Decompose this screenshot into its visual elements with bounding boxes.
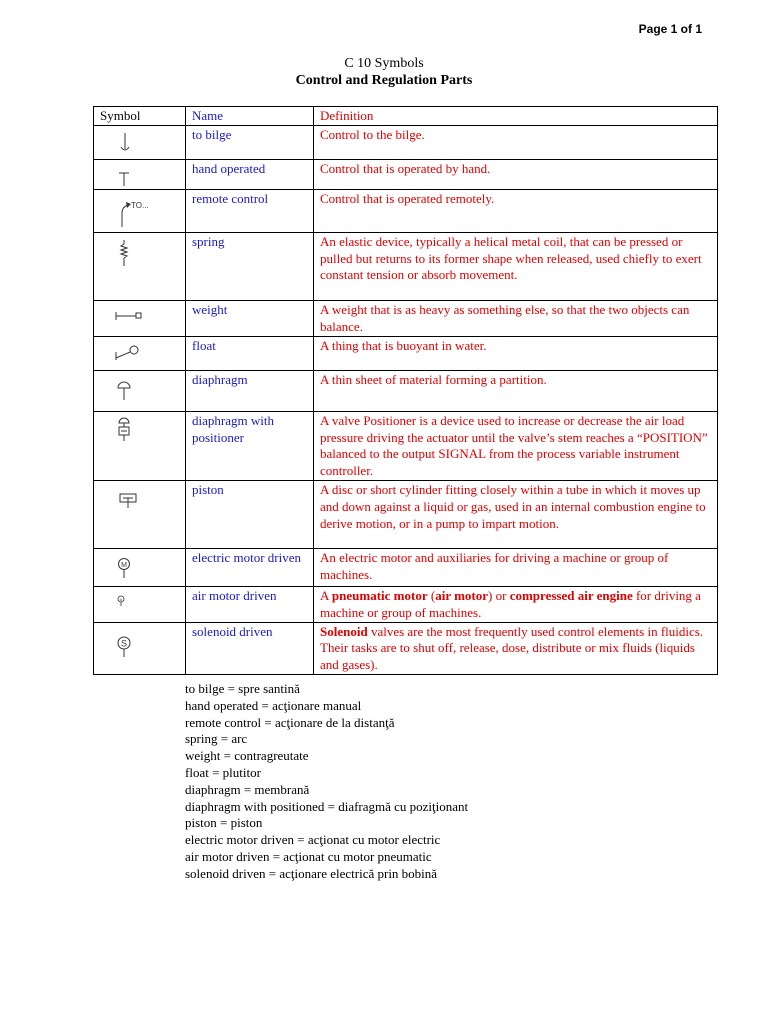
solenoid-icon-label: S bbox=[120, 638, 128, 649]
table-row bbox=[94, 586, 718, 622]
diaphragm-icon bbox=[100, 372, 192, 411]
electric-motor-icon-label: M bbox=[121, 561, 127, 569]
table-row bbox=[94, 300, 718, 336]
row-definition: Control that is operated by hand. bbox=[314, 159, 718, 189]
row-definition: Control that is operated remotely. bbox=[314, 189, 718, 232]
row-definition: Solenoid valves are the most frequently used control elements in fluidics. Their tasks are to shut off, release, dose, distribute or mix fluids (liquids and gases). bbox=[314, 622, 718, 674]
air-motor-icon bbox=[100, 588, 192, 621]
symbols-table bbox=[93, 106, 718, 675]
glossary bbox=[185, 681, 468, 883]
table-row bbox=[94, 548, 718, 586]
row-definition: A thing that is buoyant in water. bbox=[314, 336, 718, 370]
table-row bbox=[94, 480, 718, 548]
table-row bbox=[94, 232, 718, 300]
glossary-line: remote control = acţionare de la distanţă bbox=[185, 714, 395, 730]
row-name: diaphragm bbox=[186, 370, 314, 411]
table-row bbox=[94, 411, 718, 480]
table-row bbox=[94, 159, 718, 189]
row-name: to bilge bbox=[186, 125, 314, 159]
row-name: spring bbox=[186, 232, 314, 300]
table-header-row bbox=[94, 107, 718, 126]
spring-icon bbox=[100, 234, 192, 300]
float-icon bbox=[100, 338, 192, 370]
row-definition: A weight that is as heavy as something else, so that the two objects can balance. bbox=[314, 300, 718, 336]
row-name: weight bbox=[186, 300, 314, 336]
table-row bbox=[94, 336, 718, 370]
glossary-line: to bilge = spre santină bbox=[185, 681, 300, 696]
row-definition: Control to the bilge. bbox=[314, 125, 718, 159]
table-row bbox=[94, 622, 718, 674]
row-definition: A pneumatic motor (air motor) or compressed air engine for driving a machine or group of machines. bbox=[314, 586, 718, 622]
header-name: Name bbox=[186, 107, 314, 126]
row-definition: A valve Positioner is a device used to increase or decrease the air load pressure driving the actuator until the valve’s stem reaches a “POSITION” balanced to the output SIGNAL from the process variable instrument controller. bbox=[314, 411, 718, 480]
glossary-line: spring = arc bbox=[185, 731, 248, 747]
piston-icon bbox=[100, 482, 192, 548]
row-name: air motor driven bbox=[186, 586, 314, 622]
glossary-line: piston = piston bbox=[185, 815, 263, 831]
glossary-line: hand operated = acţionare manual bbox=[185, 697, 362, 713]
row-name: piston bbox=[186, 480, 314, 548]
row-name: float bbox=[186, 336, 314, 370]
glossary-line: electric motor driven = acţionat cu motor electric bbox=[185, 832, 441, 848]
remote-control-icon bbox=[100, 191, 192, 232]
hand-operated-icon bbox=[100, 161, 192, 189]
weight-icon bbox=[100, 302, 192, 336]
electric-motor-icon bbox=[100, 550, 192, 586]
glossary-line: weight = contragreutate bbox=[185, 748, 309, 764]
page-number: Page 1 of 1 bbox=[638, 22, 702, 36]
row-name: hand operated bbox=[186, 159, 314, 189]
document-title: C 10 Symbols bbox=[344, 56, 424, 71]
glossary-line: diaphragm = membrană bbox=[185, 781, 310, 797]
row-name: electric motor driven bbox=[186, 548, 314, 586]
row-definition: An electric motor and auxiliaries for driving a machine or group of machines. bbox=[314, 548, 718, 586]
row-name: solenoid driven bbox=[186, 622, 314, 674]
header-definition: Definition bbox=[314, 107, 718, 126]
row-definition: A thin sheet of material forming a partition. bbox=[314, 370, 718, 411]
glossary-line: diaphragm with positioned = diafragmă cu poziţionant bbox=[185, 798, 469, 814]
glossary-line: float = plutitor bbox=[185, 764, 261, 780]
glossary-line: solenoid driven = acţionare electrică prin bobină bbox=[185, 865, 438, 881]
air-motor-icon-label: A bbox=[119, 596, 123, 602]
table-row bbox=[94, 125, 718, 159]
glossary-line: air motor driven = acţionat cu motor pneumatic bbox=[185, 848, 432, 864]
row-name: diaphragm with positioner bbox=[186, 411, 314, 480]
table-row bbox=[94, 370, 718, 411]
document-subtitle: Control and Regulation Parts bbox=[295, 73, 473, 88]
remote-control-icon-label: TO... bbox=[131, 200, 149, 210]
row-definition: An elastic device, typically a helical metal coil, that can be pressed or pulled but returns to its former shape when released, used chiefly to exert constant tension or absorb movement. bbox=[314, 232, 718, 300]
diaphragm-positioner-icon bbox=[100, 413, 192, 480]
solenoid-icon bbox=[100, 624, 192, 674]
to-bilge-icon bbox=[100, 127, 192, 159]
row-name: remote control bbox=[186, 189, 314, 232]
table-row bbox=[94, 189, 718, 232]
row-definition: A disc or short cylinder fitting closely within a tube in which it moves up and down against a liquid or gas, used in an internal combustion engine to derive motion, or in a pump to impart motion. bbox=[314, 480, 718, 548]
header-symbol: Symbol bbox=[94, 107, 186, 126]
